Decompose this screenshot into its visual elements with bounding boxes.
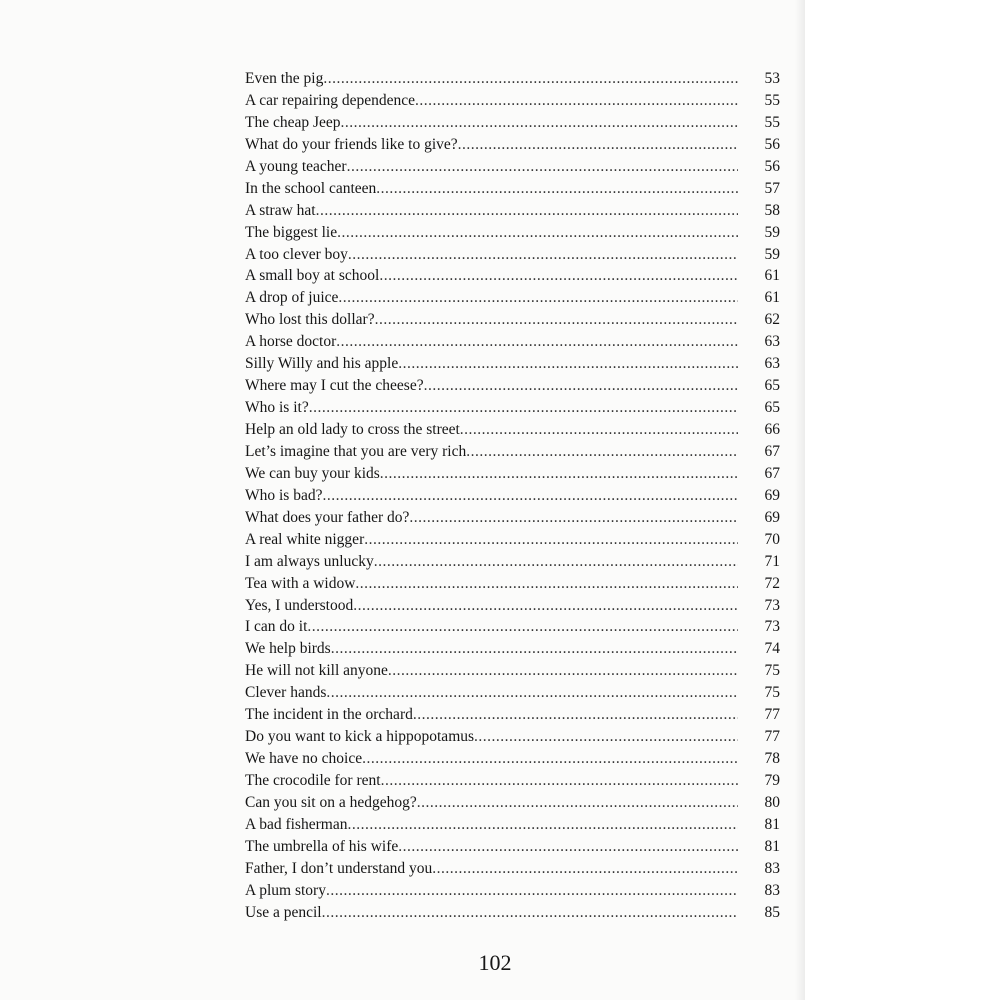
toc-entry-page-number: 67 [764, 442, 780, 460]
toc-entry-page-number: 57 [764, 179, 780, 197]
toc-entry [245, 814, 780, 836]
dot-leader [398, 353, 738, 375]
toc-entry [245, 463, 780, 485]
dot-leader [337, 222, 738, 244]
dot-leader [322, 902, 738, 924]
toc-entry-page-number: 59 [764, 245, 780, 263]
toc-entry-page-number: 75 [764, 662, 780, 680]
toc-entry-title: Yes, I understood [245, 596, 354, 614]
toc-entry-title: A plum story [245, 881, 326, 899]
dot-leader [376, 178, 738, 200]
toc-entry-title: Use a pencil [245, 903, 322, 921]
toc-entry-title: A real white nigger [245, 530, 365, 548]
toc-entry-page-number: 83 [764, 881, 780, 899]
toc-entry-title: A young teacher [245, 157, 347, 175]
toc-entry-page-number: 72 [764, 574, 780, 592]
toc-entry-page-number: 67 [764, 464, 780, 482]
toc-entry [245, 222, 780, 244]
toc-entry [245, 419, 780, 441]
dot-leader [381, 770, 738, 792]
toc-entry-page-number: 78 [764, 750, 780, 768]
toc-entry-page-number: 53 [764, 70, 780, 87]
dot-leader [331, 638, 738, 660]
toc-entry-page-number: 63 [764, 333, 780, 351]
toc-entry-page-number: 70 [764, 530, 780, 548]
dot-leader [348, 244, 738, 266]
dot-leader [379, 265, 738, 287]
toc-entry [245, 244, 780, 266]
toc-entry-page-number: 63 [764, 355, 780, 373]
toc-entry-title: The crocodile for rent [245, 772, 381, 789]
dot-leader [316, 200, 738, 222]
toc-entry-page-number: 62 [764, 311, 780, 329]
dot-leader [374, 551, 738, 573]
toc-entry [245, 331, 780, 353]
toc-entry [245, 397, 780, 419]
toc-entry-title: A car repairing dependence [245, 91, 415, 109]
toc-entry-title: Let’s imagine that you are very rich [245, 442, 467, 460]
toc-entry-title: We help birds [245, 640, 331, 658]
dot-leader [338, 287, 738, 309]
toc-entry [245, 770, 780, 792]
toc-entry-page-number: 56 [764, 135, 780, 153]
toc-entry-page-number: 55 [764, 91, 780, 109]
toc-entry [245, 858, 780, 880]
dot-leader [388, 660, 738, 682]
page-margin-background [805, 0, 1000, 1000]
toc-entry-title: The umbrella of his wife [245, 837, 399, 855]
dot-leader [307, 616, 738, 638]
toc-entry-title: In the school canteen [245, 179, 377, 197]
dot-leader [336, 331, 738, 353]
dot-leader [326, 880, 738, 902]
toc-entry-title: A straw hat [245, 201, 316, 219]
toc-entry-title: Can you sit on a hedgehog? [245, 793, 417, 811]
toc-entry-page-number: 85 [764, 903, 780, 921]
toc-entry-title: A small boy at school [245, 267, 380, 285]
toc-entry [245, 112, 780, 134]
toc-entry-title: I am always unlucky [245, 552, 374, 570]
toc-entry [245, 287, 780, 309]
toc-entry-title: A bad fisherman [245, 815, 348, 833]
toc-entry-title: Even the pig [245, 70, 324, 87]
toc-entry [245, 353, 780, 375]
toc-entry [245, 200, 780, 222]
toc-entry [245, 551, 780, 573]
toc-entry [245, 485, 780, 507]
toc-entry [245, 726, 780, 748]
toc-entry-page-number: 73 [764, 618, 780, 636]
dot-leader [466, 441, 738, 463]
toc-entry-page-number: 80 [764, 793, 780, 811]
toc-entry [245, 704, 780, 726]
toc-entry [245, 134, 780, 156]
toc-entry-page-number: 73 [764, 596, 780, 614]
dot-leader [355, 573, 738, 595]
dot-leader [375, 309, 738, 331]
dot-leader [347, 814, 738, 836]
toc-entry [245, 616, 780, 638]
toc-entry [245, 660, 780, 682]
dot-leader [326, 682, 738, 704]
dot-leader [458, 134, 738, 156]
toc-entry-page-number: 79 [764, 772, 780, 789]
toc-entry [245, 90, 780, 112]
toc-entry-page-number: 69 [764, 508, 780, 526]
toc-entry [245, 638, 780, 660]
toc-entry-title: He will not kill anyone [245, 662, 388, 680]
toc-entry-page-number: 81 [764, 837, 780, 855]
toc-entry-title: Tea with a widow [245, 574, 356, 592]
dot-leader [364, 529, 738, 551]
toc-entry-title: Help an old lady to cross the street [245, 421, 460, 438]
toc-entry-title: I can do it [245, 618, 308, 636]
toc-entry [245, 682, 780, 704]
toc-entry-page-number: 56 [764, 157, 780, 175]
toc-entry-title: Do you want to kick a hippopotamus [245, 728, 475, 746]
page-number: 102 [478, 950, 512, 975]
toc-entry [245, 836, 780, 858]
toc-entry-title: Silly Willy and his apple [245, 355, 399, 373]
toc-entry-page-number: 75 [764, 684, 780, 702]
toc-entry-title: Where may I cut the cheese? [245, 377, 424, 395]
dot-leader [309, 397, 738, 419]
toc-entry-page-number: 74 [764, 640, 780, 658]
toc-entry [245, 309, 780, 331]
toc-entry [245, 178, 780, 200]
toc-entry-page-number: 59 [764, 223, 780, 241]
toc-entry-title: A drop of juice [245, 289, 339, 307]
dot-leader [460, 419, 738, 441]
toc-entry-page-number: 65 [764, 377, 780, 395]
dot-leader [432, 858, 738, 880]
toc-entry-title: What does your father do? [245, 508, 410, 526]
toc-entry [245, 880, 780, 902]
toc-entry-page-number: 58 [764, 201, 780, 219]
dot-leader [322, 485, 738, 507]
dot-leader [347, 156, 738, 178]
toc-entry-title: Who is it? [245, 399, 309, 417]
toc-entry-title: The cheap Jeep [245, 113, 341, 131]
dot-leader [417, 792, 738, 814]
toc-entry-title: Who lost this dollar? [245, 311, 375, 329]
dot-leader [323, 68, 738, 90]
dot-leader [415, 90, 738, 112]
toc-entry [245, 595, 780, 617]
dot-leader [380, 463, 738, 485]
table-of-contents [245, 68, 780, 924]
toc-entry [245, 265, 780, 287]
toc-entry-title: What do your friends like to give? [245, 135, 458, 153]
toc-entry-title: The biggest lie [245, 223, 338, 241]
toc-entry-page-number: 77 [764, 706, 780, 724]
toc-entry-page-number: 81 [764, 815, 780, 833]
dot-leader [353, 595, 738, 617]
toc-entry-title: The incident in the orchard [245, 706, 413, 724]
toc-entry-title: We can buy your kids [245, 464, 380, 482]
toc-entry-page-number: 65 [764, 399, 780, 417]
toc-entry-page-number: 55 [764, 113, 780, 131]
toc-entry-page-number: 69 [764, 486, 780, 504]
toc-entry-title: We have no choice [245, 750, 363, 768]
toc-entry-page-number: 61 [764, 267, 780, 285]
toc-entry-title: A horse doctor [245, 333, 337, 351]
toc-entry-title: Clever hands [245, 684, 327, 702]
toc-entry [245, 375, 780, 397]
dot-leader [474, 726, 738, 748]
toc-entry [245, 748, 780, 770]
toc-entry-page-number: 77 [764, 728, 780, 746]
dot-leader [424, 375, 738, 397]
dot-leader [409, 507, 738, 529]
dot-leader [413, 704, 738, 726]
toc-entry [245, 156, 780, 178]
toc-entry-title: A too clever boy [245, 245, 348, 263]
toc-entry-page-number: 83 [764, 859, 780, 877]
dot-leader [341, 112, 738, 134]
toc-entry-title: Father, I don’t understand you [245, 859, 433, 877]
dot-leader [398, 836, 738, 858]
toc-entry-page-number: 66 [764, 421, 780, 438]
toc-entry [245, 529, 780, 551]
toc-entry [245, 902, 780, 924]
toc-entry [245, 507, 780, 529]
toc-entry [245, 573, 780, 595]
dot-leader [362, 748, 738, 770]
toc-entry-title: Who is bad? [245, 486, 323, 504]
toc-entry-page-number: 61 [764, 289, 780, 307]
toc-entry-page-number: 71 [764, 552, 780, 570]
toc-entry [245, 792, 780, 814]
toc-entry [245, 68, 780, 90]
toc-entry [245, 441, 780, 463]
